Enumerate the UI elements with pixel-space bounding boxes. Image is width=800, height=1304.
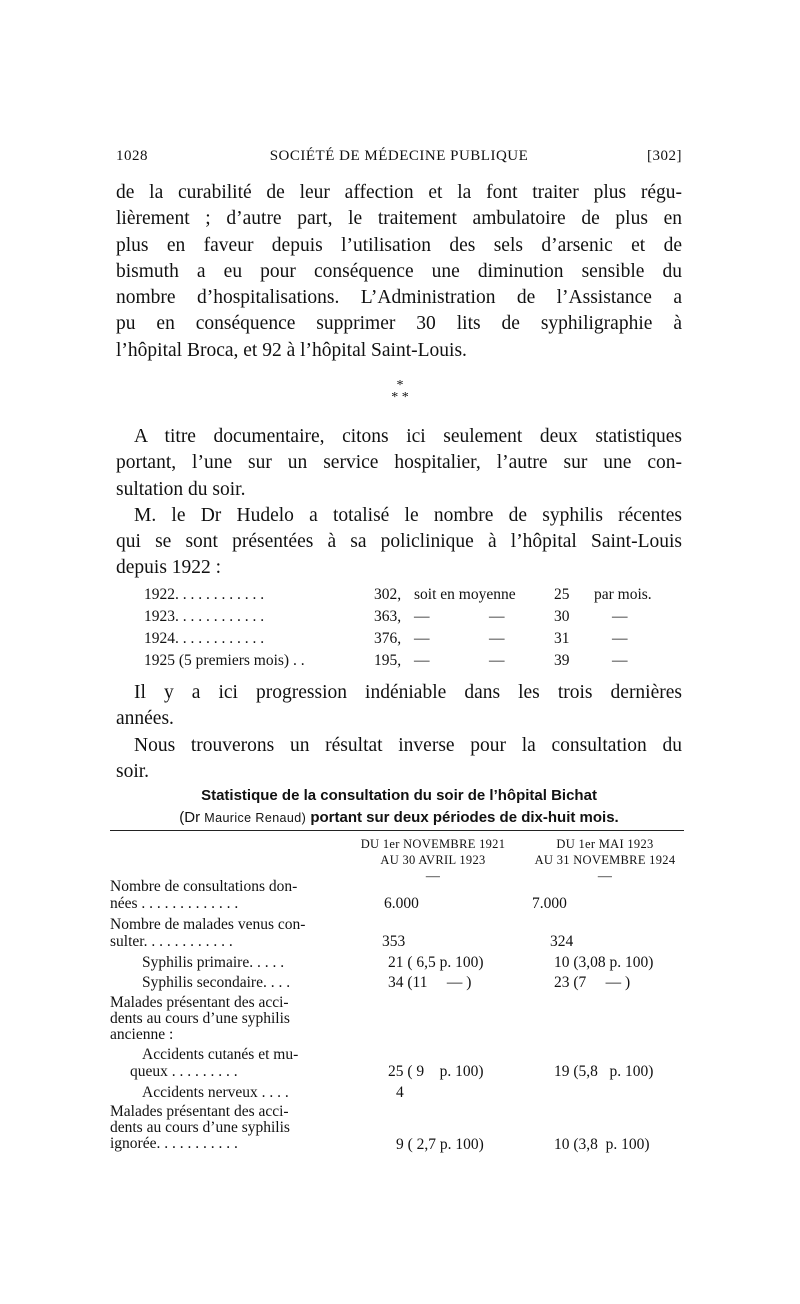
row-label-line: ignorée. . . . . . . . . . .	[110, 1135, 238, 1152]
column-header-period-1	[348, 836, 518, 884]
cell-period-2: 7.000	[532, 895, 567, 912]
cell-period-1: 4	[396, 1084, 404, 1101]
row-label-line: queux . . . . . . . . .	[130, 1063, 238, 1080]
column-dash: —	[425, 869, 441, 884]
row-label	[110, 916, 305, 950]
cell-period-1: 353	[382, 933, 406, 950]
row-label-line: Nombre de malades venus con-	[110, 916, 306, 933]
row-label	[110, 995, 290, 1043]
cell-period-1: 9 ( 2,7 p. 100)	[396, 1136, 484, 1153]
cell-period-1: 6.000	[384, 895, 419, 912]
stats-unit: par mois.	[594, 586, 652, 603]
running-title: SOCIÉTÉ DE MÉDECINE PUBLIQUE	[269, 148, 529, 164]
stats-row	[144, 650, 684, 672]
text-line: lièrement ; d’autre part, le traitement ambulatoire de plus en	[116, 208, 682, 230]
text-line: soir.	[116, 760, 150, 782]
text-line: sultation du soir.	[116, 478, 246, 500]
ditto-dash: —	[612, 652, 628, 669]
cell-period-2: 23 (7 — )	[554, 974, 631, 991]
paragraph-statistiques	[116, 424, 682, 582]
table-subtitle	[116, 807, 682, 829]
stats-year: 1923. . . . . . . . . . . .	[144, 608, 265, 625]
stats-value: 363,	[374, 608, 402, 625]
cell-period-1: 25 ( 9 p. 100)	[388, 1063, 484, 1080]
row-label	[110, 878, 297, 912]
text-line: qui se sont présentées à sa policlinique à l’hôpital Saint-Louis	[116, 531, 682, 553]
text-line: portant, l’une sur un service hospitalier, l’autre sur une con-	[116, 452, 682, 474]
column-header-line: AU 30 AVRIL 1923	[380, 853, 486, 867]
subtitle-suffix: portant sur deux périodes de dix-huit mois.	[310, 809, 619, 826]
text-line: années.	[116, 708, 174, 730]
row-label: Accidents nerveux . . . .	[142, 1084, 289, 1101]
stats-average: 31	[554, 630, 570, 647]
column-header-line: DU 1er NOVEMBRE 1921	[360, 837, 506, 851]
text-line: pu en conséquence supprimer 30 lits de syphiligraphie à	[116, 313, 682, 335]
text-line: plus en faveur depuis l’utilisation des sels d’arsenic et de	[116, 234, 682, 256]
text-line: A titre documentaire, citons ici seulement deux statistiques	[134, 426, 682, 447]
stats-text: soit en moyenne	[414, 586, 516, 603]
cell-period-2: 10 (3,08 p. 100)	[554, 954, 654, 971]
paragraph-progression	[116, 680, 682, 785]
stats-row	[144, 584, 684, 606]
row-label: Syphilis secondaire. . . .	[142, 974, 291, 991]
row-label	[110, 1104, 290, 1152]
subtitle-prefix: (Dr	[179, 809, 201, 826]
column-dash: —	[597, 869, 613, 884]
ditto-dash: —	[414, 652, 430, 669]
ditto-dash: —	[414, 608, 430, 625]
asterism-top: *	[396, 378, 404, 393]
row-label-line: dents au cours d’une syphilis	[110, 1119, 290, 1136]
row-label	[110, 1046, 298, 1080]
text-line: Nous trouverons un résultat inverse pour la consultation du	[134, 734, 682, 756]
hudelo-stats-list	[144, 584, 684, 672]
cell-period-2: 19 (5,8 p. 100)	[554, 1063, 654, 1080]
stats-year: 1922. . . . . . . . . . . .	[144, 586, 265, 603]
stats-average: 39	[554, 652, 570, 669]
stats-row	[144, 628, 684, 650]
cell-period-1: 21 ( 6,5 p. 100)	[388, 954, 484, 971]
ditto-dash: —	[489, 630, 505, 647]
text-line: nombre d’hospitalisations. L’Administration de l’Assistance a	[116, 287, 682, 309]
cell-period-2: 10 (3,8 p. 100)	[554, 1136, 650, 1153]
row-label: Syphilis primaire. . . . .	[142, 954, 285, 971]
ditto-dash: —	[612, 630, 628, 647]
row-label-line: ancienne :	[110, 1026, 174, 1043]
paragraph-curabilite	[116, 180, 682, 364]
running-header	[116, 148, 682, 170]
stats-value: 302,	[374, 586, 402, 603]
column-header-period-2	[524, 836, 686, 884]
text-line: bismuth a eu pour conséquence une diminution sensible du	[116, 260, 682, 282]
cell-period-2: 324	[550, 933, 574, 950]
cell-period-1: 34 (11 — )	[388, 974, 472, 991]
row-label-line: sulter. . . . . . . . . . . .	[110, 933, 233, 950]
row-label-line: nées . . . . . . . . . . . . .	[110, 895, 239, 912]
column-header-line: AU 31 NOVEMBRE 1924	[534, 853, 676, 867]
text-line: M. le Dr Hudelo a totalisé le nombre de syphilis récentes	[134, 504, 682, 526]
stats-value: 376,	[374, 630, 402, 647]
row-label-line: Malades présentant des acci-	[110, 994, 289, 1011]
ditto-dash: —	[489, 652, 505, 669]
ditto-dash: —	[612, 608, 628, 625]
stats-average: 25	[554, 586, 570, 603]
stats-value: 195,	[374, 652, 402, 669]
stats-year: 1925 (5 premiers mois) . .	[144, 652, 305, 669]
stats-row	[144, 606, 684, 628]
table-rule	[110, 830, 684, 831]
ditto-dash: —	[414, 630, 430, 647]
asterism-bottom: * *	[391, 390, 409, 405]
text-line: de la curabilité de leur affection et la font traiter plus régu-	[116, 182, 682, 203]
page-number: 1028	[116, 148, 148, 164]
row-label-line: Malades présentant des acci-	[110, 1103, 289, 1120]
table-title: Statistique de la consultation du soir de l’hôpital Bichat	[201, 787, 597, 804]
bracket-page-number: [302]	[647, 148, 682, 164]
stats-year: 1924. . . . . . . . . . . .	[144, 630, 265, 647]
ditto-dash: —	[489, 608, 505, 625]
column-header-line: DU 1er MAI 1923	[556, 837, 654, 851]
asterism	[380, 380, 420, 410]
text-line: Il y a ici progression indéniable dans les trois dernières	[134, 682, 682, 703]
subtitle-author: Maurice Renaud)	[204, 811, 307, 825]
row-label-line: Nombre de consultations don-	[110, 878, 298, 895]
text-line: depuis 1922 :	[116, 557, 222, 579]
row-label-line: Accidents cutanés et mu-	[142, 1046, 299, 1063]
stats-average: 30	[554, 608, 570, 625]
row-label-line: dents au cours d’une syphilis	[110, 1010, 290, 1027]
text-line: l’hôpital Broca, et 92 à l’hôpital Saint-Louis.	[116, 339, 467, 361]
